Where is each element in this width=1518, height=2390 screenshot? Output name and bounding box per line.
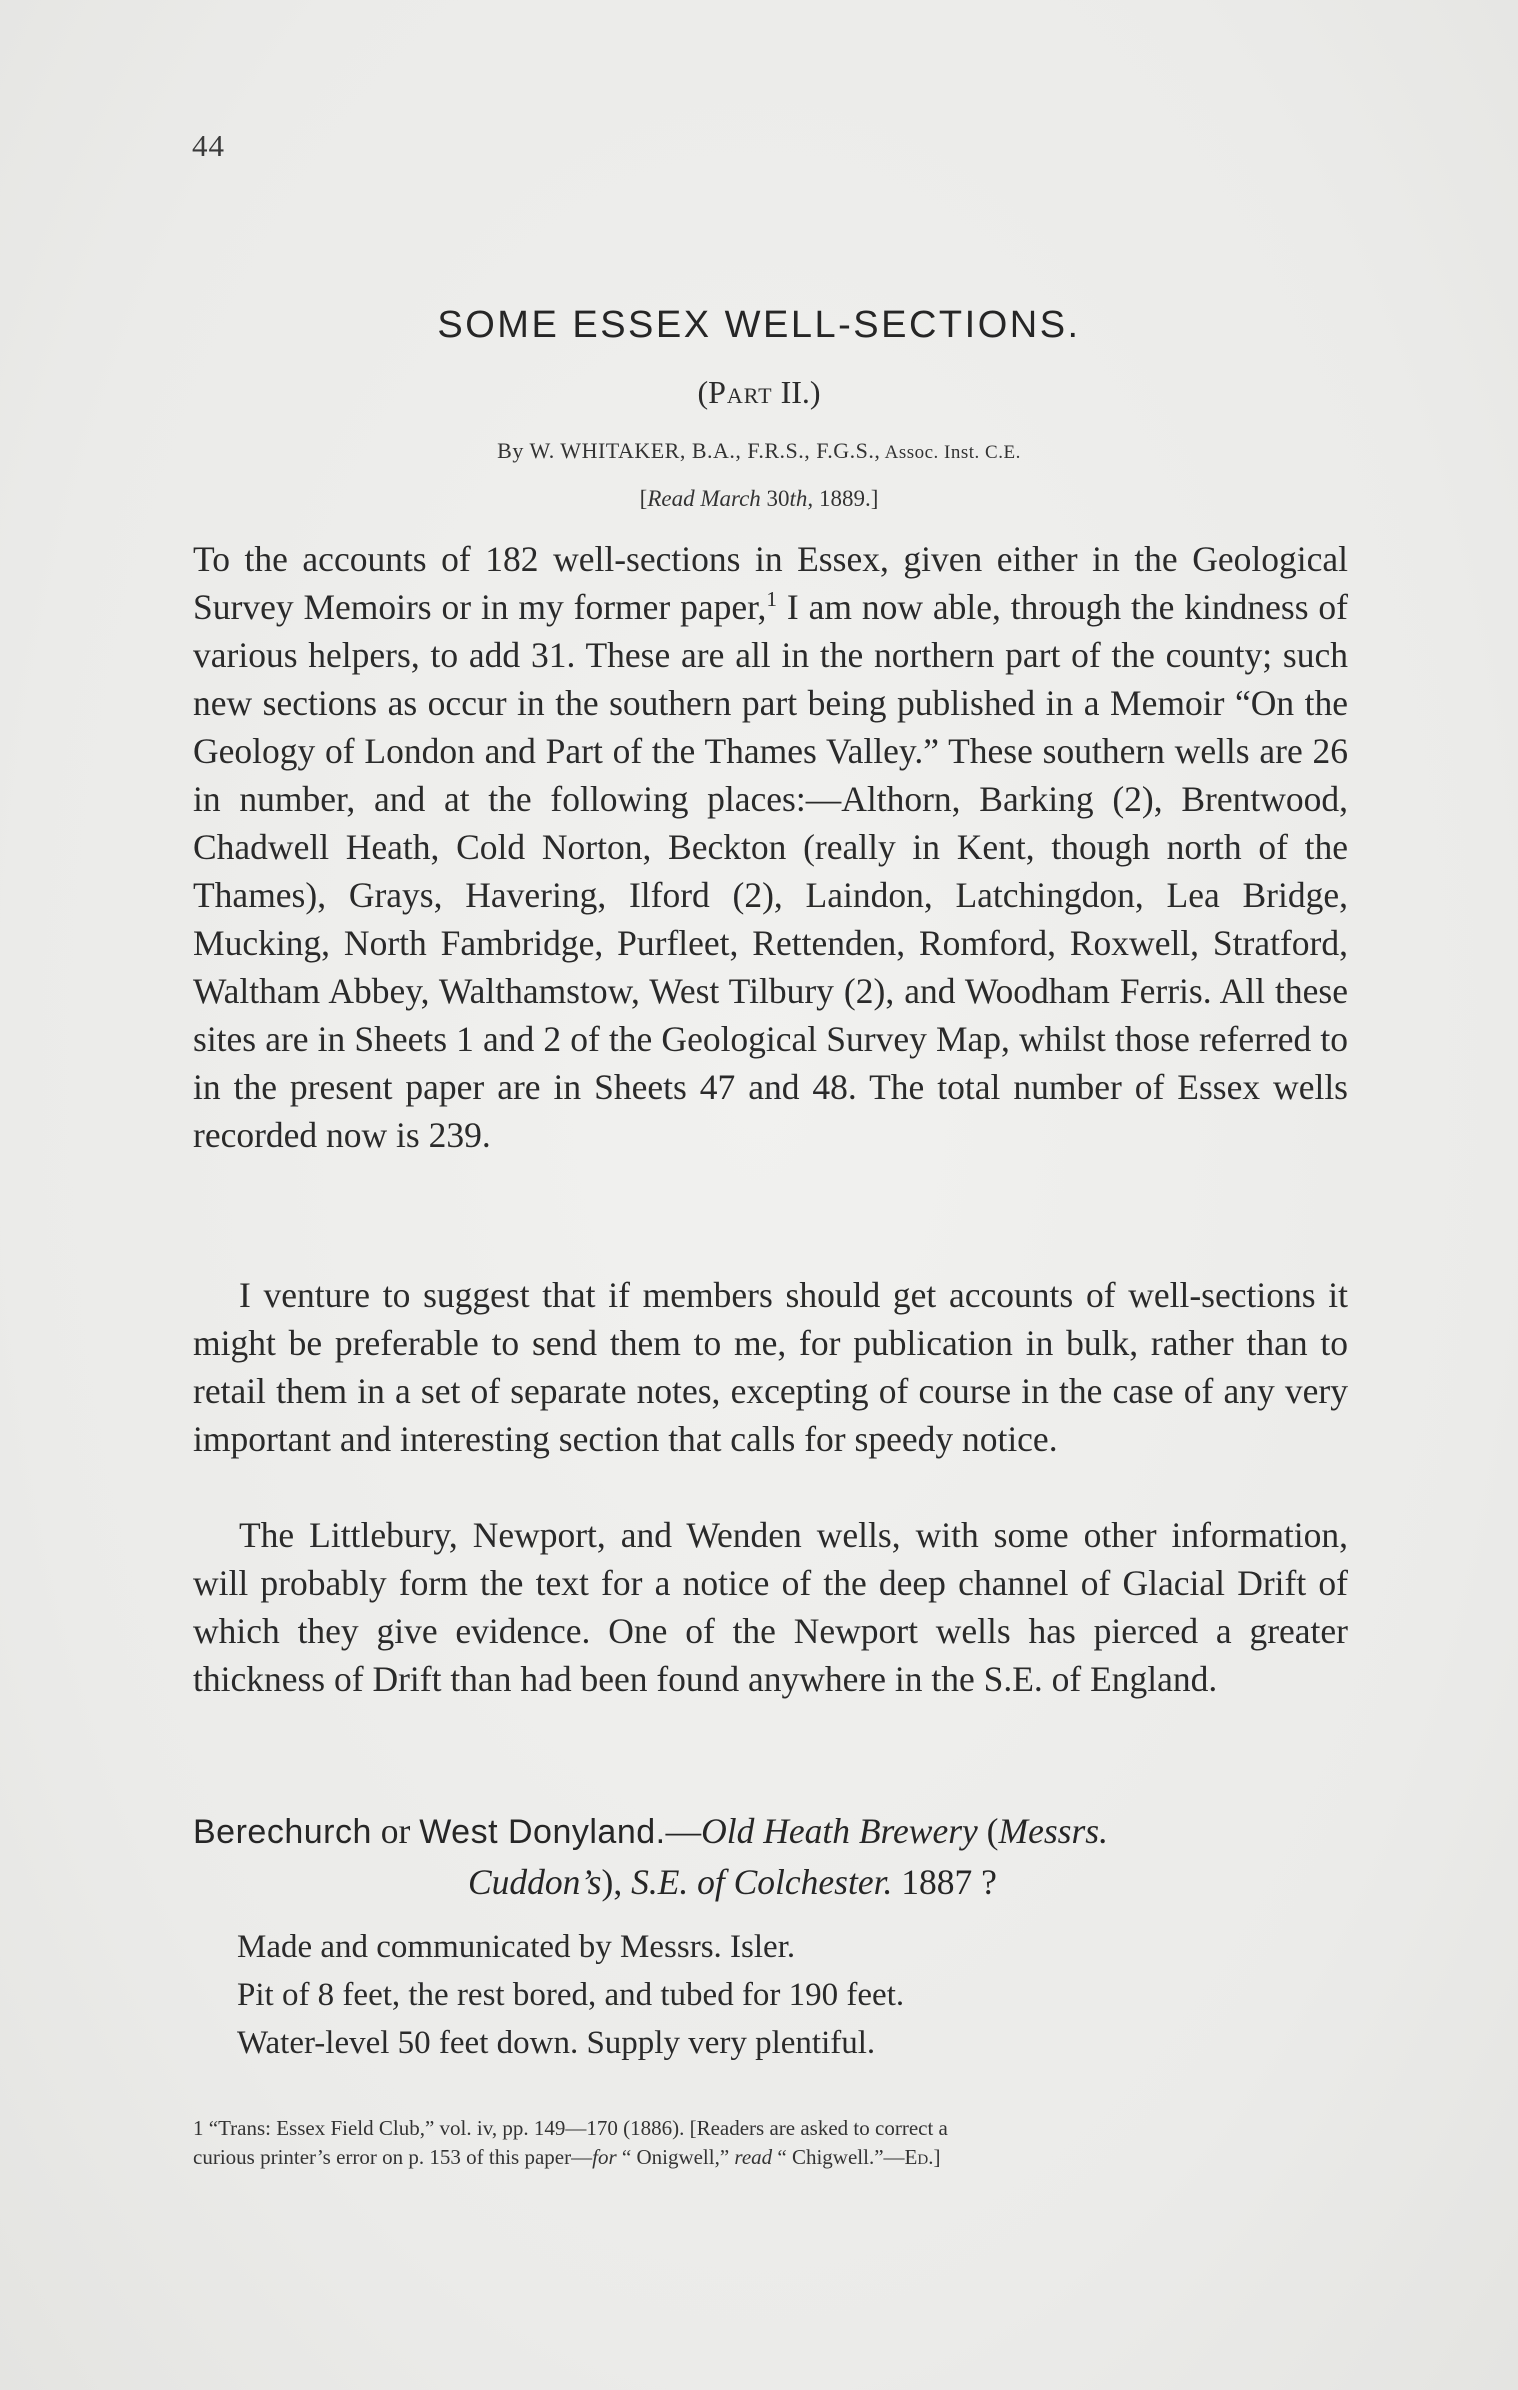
read-date-day: 30 xyxy=(760,486,790,511)
well-details xyxy=(237,1923,1337,2067)
byline-by: By xyxy=(497,438,530,463)
part-label xyxy=(0,374,1518,411)
heading-dash: — xyxy=(665,1811,702,1851)
footnote-line-1 xyxy=(193,2114,1363,2143)
heading-owner: Messrs. xyxy=(998,1811,1108,1851)
footnote-for: for xyxy=(592,2145,617,2169)
paragraph-2-text: I venture to suggest that if members should get accounts of well-sections it might be preferable to send them to me, for publication in bulk, rather than to retail them in a set of separate notes, excepting of course in the case of any very important and interesting section that calls for speedy notice. xyxy=(193,1275,1348,1459)
read-date-open: [ xyxy=(639,486,648,511)
footnote xyxy=(193,2114,1363,2172)
detail-line: Made and communicated by Messrs. Isler. xyxy=(237,1929,796,1965)
author-byline xyxy=(0,438,1518,464)
paragraph-1 xyxy=(193,535,1348,1159)
heading-line-2 xyxy=(193,1857,1348,1907)
heading-open-paren: ( xyxy=(977,1811,999,1851)
article-title: SOME ESSEX WELL-SECTIONS. xyxy=(437,304,1081,346)
heading-location: S.E. of Colchester. xyxy=(631,1862,893,1902)
footnote-text-1: “Trans: Essex Field Club,” vol. iv, pp. 149—170 (1886). [Readers are asked to correct a xyxy=(203,2116,948,2140)
footnote-ed: Ed. xyxy=(904,2145,934,2169)
paragraph-1-text-b: I am now able, through the kindness of various helpers, to add 31. These are all in the northern part of the county; such new sections as occur in the southern part being published in a Memoir “On the Geology of London and Part of the Thames Valley.” These southern wells are 26 in number, and at the following places:—Althorn, Barking (2), Brentwood, Chadwell Heath, Cold Norton, Beckton (really in Kent, though north of the Thames), Grays, Havering, Ilford (2), Laindon, Latchingdon, Lea Bridge, Mucking, North Fambridge, Purfleet, Rettenden, Romford, Roxwell, Stratford, Waltham Abbey, Walthamstow, West Tilbury (2), and Woodham Ferris. All these sites are in Sheets 1 and 2 of the Geological Survey Map, whilst those referred to in the present paper are in Sheets 47 and 48. The total number of Essex wells recorded now is 239. xyxy=(193,587,1348,1155)
detail-line: Water-level 50 feet down. Supply very plentiful. xyxy=(237,2025,876,2061)
detail-line: Pit of 8 feet, the rest bored, and tubed for 190 feet. xyxy=(237,1977,905,2013)
footnote-wrong: “ Onigwell,” xyxy=(616,2145,735,2169)
heading-or: or xyxy=(371,1811,420,1851)
heading-close-paren: ), xyxy=(601,1862,632,1902)
read-date xyxy=(0,486,1518,512)
heading-place-1: Berechurch xyxy=(193,1813,372,1851)
footnote-mark: 1 xyxy=(193,2116,204,2140)
part-numeral: II.) xyxy=(772,374,821,410)
footnote-close: ] xyxy=(933,2145,941,2169)
part-open: ( xyxy=(697,374,709,410)
byline-author: W. WHITAKER, B.A., F.R.S., F.G.S., xyxy=(529,438,881,463)
page-number: 44 xyxy=(192,128,225,163)
well-section-heading xyxy=(193,1806,1348,1907)
read-date-year: 1889.] xyxy=(813,486,879,511)
footnote-text-2: curious printer’s error on p. 153 of this paper— xyxy=(193,2145,593,2169)
part-word: Part xyxy=(708,374,773,410)
read-date-italic: Read March xyxy=(647,486,761,511)
paragraph-3 xyxy=(193,1511,1348,1703)
byline-assoc: Assoc. Inst. C.E. xyxy=(880,442,1021,463)
heading-owner-2: Cuddon’s xyxy=(468,1862,602,1902)
paragraph-2 xyxy=(193,1271,1348,1463)
heading-place-2: West Donyland. xyxy=(419,1813,666,1851)
heading-site: Old Heath Brewery xyxy=(701,1811,978,1851)
paragraph-1-text-a: To the accounts of 182 well-sections in Essex, given either in the Geological Survey Memoirs or in my former paper, xyxy=(193,539,1348,627)
footnote-ref: 1 xyxy=(766,587,778,612)
heading-year: 1887 ? xyxy=(892,1862,997,1902)
footnote-right: “ Chigwell.”— xyxy=(772,2145,905,2169)
read-date-suffix: th, xyxy=(789,486,814,511)
paragraph-3-text: The Littlebury, Newport, and Wenden wells, with some other information, will probably form the text for a notice of the deep channel of Glacial Drift of which they give evidence. One of the Newport wells has pierced a greater thickness of Drift than had been found anywhere in the S.E. of England. xyxy=(193,1515,1348,1699)
footnote-line-2 xyxy=(193,2143,1363,2172)
footnote-read: read xyxy=(734,2145,773,2169)
